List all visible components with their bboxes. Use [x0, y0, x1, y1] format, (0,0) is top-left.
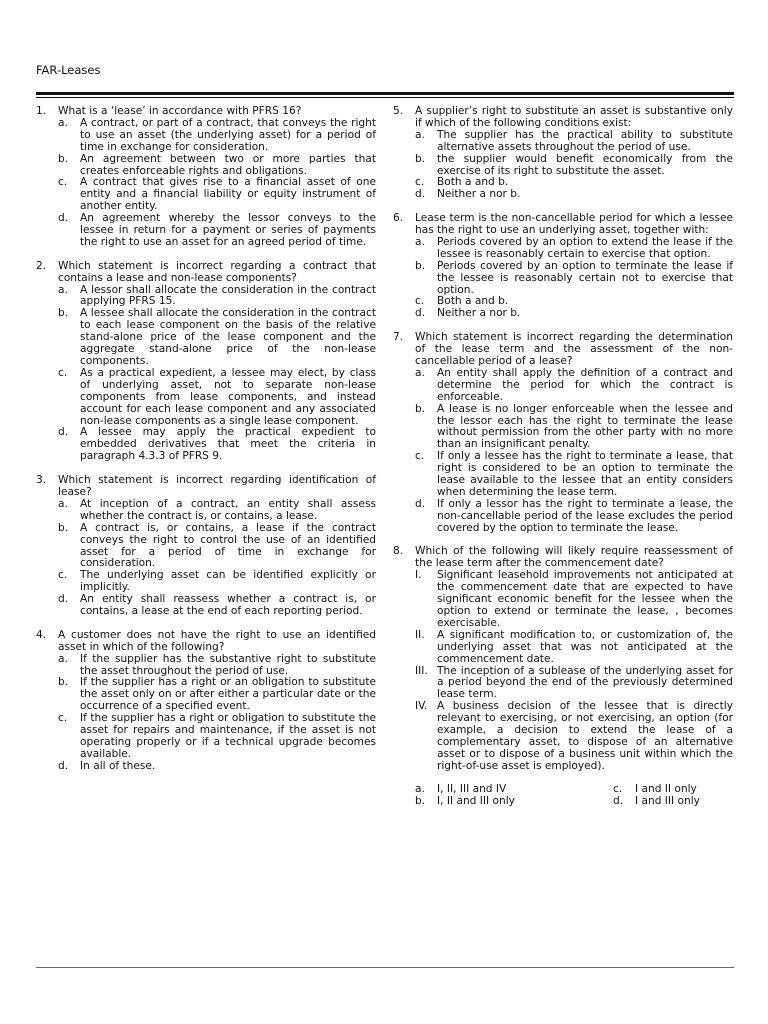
option-b [415, 404, 733, 452]
option-label: d. [415, 188, 426, 201]
answer-label-c: c. [613, 782, 623, 795]
option-c [58, 570, 376, 594]
option-label: a. [58, 652, 68, 665]
question-7 [393, 332, 733, 534]
option-text: If the supplier has a right or an obligation to substitute the asset only on or after either a particular date or the occurrence of a specified event. [80, 676, 376, 713]
question-2 [36, 261, 376, 463]
option-label: d. [58, 759, 69, 772]
option-text: A contract that gives rise to a financial asset of one entity and a financial liability or equity instrument of another entity. [80, 176, 376, 213]
option-d [58, 594, 376, 618]
question-number: 3. [36, 474, 47, 487]
option-label: c. [58, 569, 68, 582]
question-5 [393, 106, 733, 201]
option-a [58, 654, 376, 678]
answer-text-d: I and III only [635, 794, 700, 807]
answer-text-b: I, II and III only [437, 794, 515, 807]
option-b [58, 154, 376, 178]
option-text: A contract, or part of a contract, that conveys the right to use an asset (the underlying asset) for a period of time in exchange for consideration. [80, 116, 376, 153]
option-label: b. [415, 152, 426, 165]
option-text: As a practical expedient, a lessee may elect, by class of underlying asset, not to separate non-lease components from lease components, and instead account for each lease component and any associated non-lease components as a single lease component. [80, 366, 376, 427]
statement-iv [415, 701, 733, 772]
option-text: If only a lessor has the right to terminate a lease, the non-cancellable period of the lease excludes the period covered by the option to terminate the lease. [437, 497, 733, 534]
option-c [58, 713, 376, 761]
option-text: An entity shall apply the definition of a contract and determine the period for which the contract is enforceable. [437, 366, 733, 403]
question-number: 5. [393, 105, 404, 117]
option-label: c. [58, 366, 68, 379]
question-6 [393, 213, 733, 320]
option-text: A lease is no longer enforceable when the lessee and the lessor each has the right to terminate the lease without permission from the other party with no more than an insignificant penalty. [437, 402, 733, 451]
option-label: a. [415, 366, 425, 379]
statement-label: IV. [415, 700, 428, 713]
question-stem: Which of the following will likely require reassessment of the lease term after the commencement date? [415, 545, 733, 570]
option-label: c. [58, 712, 68, 725]
option-b [58, 677, 376, 713]
option-text: The underlying asset can be identified explicitly or implicitly. [80, 569, 376, 594]
question-stem: Which statement is incorrect regarding a contract that contains a lease and non-lease components? [58, 259, 376, 284]
option-label: d. [58, 593, 69, 606]
option-d [415, 308, 733, 320]
option-label: c. [415, 450, 425, 463]
option-label: c. [415, 295, 425, 308]
statement-text: A business decision of the lessee that is directly relevant to exercising, or not exercising, an option (for example, a decision to extend the lease of a complementary asset, to dispose of an alternative asset or to dispose of a business unit within which the right-of-use asset is employed). [437, 700, 733, 772]
option-a [415, 368, 733, 404]
option-label: a. [415, 235, 425, 248]
option-text: The supplier has the practical ability to substitute alternative assets throughout the period of use. [437, 128, 733, 153]
option-label: a. [58, 283, 68, 296]
question-number: 2. [36, 259, 47, 272]
option-text: A lessee shall allocate the consideration in the contract to each lease component on the basis of the relative stand-alone price of the lease component and the aggregate stand-alone price of the non-lease components. [80, 307, 376, 368]
option-text: An entity shall reassess whether a contract is, or contains, a lease at the end of each reporting period. [80, 593, 376, 618]
question-number: 6. [393, 212, 404, 225]
option-text: Both a and b. [437, 295, 509, 308]
answer-choices [415, 784, 733, 808]
option-b [415, 261, 733, 297]
option-text: Periods covered by an option to extend the lease if the lessee is reasonably certain to exercise that option. [437, 235, 733, 260]
option-label: b. [58, 152, 69, 165]
option-text: Periods covered by an option to terminate the lease if the lessee is reasonably certain not to exercise that option. [437, 259, 733, 296]
option-a [415, 130, 733, 154]
option-c [58, 177, 376, 213]
option-label: a. [58, 116, 68, 129]
option-text: If the supplier has a right or obligation to substitute the asset for repairs and maintenance, if the asset is not operating properly or if a technical upgrade becomes available. [80, 712, 376, 760]
answer-label-b: b. [415, 794, 426, 807]
question-number: 1. [36, 105, 47, 117]
statement-label: II. [415, 628, 425, 641]
option-label: c. [58, 176, 68, 189]
statement-label: III. [415, 664, 428, 677]
option-b [58, 308, 376, 368]
option-text: If the supplier has the substantive right to substitute the asset throughout the period of use. [80, 652, 376, 677]
statement-label: I. [415, 569, 422, 582]
question-3 [36, 475, 376, 618]
option-label: c. [415, 176, 425, 189]
question-stem: Which statement is incorrect regarding identification of lease? [58, 474, 376, 498]
question-stem: Lease term is the non-cancellable period for which a lessee has the right to use an underlying asset, together with: [415, 212, 733, 237]
option-text: In all of these. [80, 759, 156, 772]
statement-text: Significant leasehold improvements not anticipated at the commencement date that are expected to have significant economic benefit for the lessee when the option to extend or terminate the lease, , becomes exercisable. [437, 569, 733, 629]
answer-label-a: a. [415, 782, 425, 795]
option-label: d. [415, 497, 426, 510]
option-label: d. [58, 212, 69, 225]
option-c [415, 451, 733, 499]
statement-i [415, 570, 733, 630]
option-text: A lessee may apply the practical expedient to embedded derivatives that meet the criteria in paragraph 4.3.3 of PFRS 9. [80, 426, 376, 463]
question-8 [393, 546, 733, 807]
statement-ii [415, 630, 733, 666]
option-c [58, 368, 376, 428]
answer-text-a: I, II, III and IV [437, 782, 507, 795]
option-label: b. [58, 676, 69, 689]
option-b [58, 523, 376, 571]
question-stem: A supplier’s right to substitute an asset is substantive only if which of the following conditions exist: [415, 105, 733, 129]
question-number: 7. [393, 331, 404, 344]
option-d [415, 499, 733, 535]
option-label: d. [415, 307, 426, 320]
option-label: b. [58, 521, 69, 534]
option-text: At inception of a contract, an entity shall assess whether the contract is, or contains, a lease. [80, 497, 376, 522]
document-header-title: FAR-Leases [36, 63, 101, 77]
question-1 [36, 106, 376, 249]
statement-text: A significant modification to, or customization of, the underlying asset that was not anticipated at the commencement date. [437, 628, 733, 665]
option-label: a. [58, 497, 68, 510]
option-text: Neither a nor b. [437, 188, 521, 201]
answer-label-d: d. [613, 794, 624, 807]
option-a [58, 499, 376, 523]
option-label: b. [415, 259, 426, 272]
option-d [58, 427, 376, 463]
option-text: If only a lessee has the right to terminate a lease, that right is considered to be an option to terminate the lease available to the lessee that an entity considers when determining the lease term. [437, 450, 733, 498]
question-number: 4. [36, 628, 47, 641]
option-text: Neither a nor b. [437, 307, 521, 320]
right-column [393, 106, 733, 819]
option-text: A lessor shall allocate the consideration in the contract applying PFRS 15. [80, 283, 376, 308]
header-rule-thin [36, 97, 734, 98]
option-text: Both a and b. [437, 176, 509, 189]
option-label: b. [58, 307, 69, 320]
statement-text: The inception of a sublease of the underlying asset for a period beyond the end of the previously determined lease term. [437, 664, 733, 701]
option-d [58, 213, 376, 249]
option-text: the supplier would benefit economically from the exercise of its right to substitute the asset. [437, 152, 733, 177]
option-a [58, 285, 376, 309]
option-a [58, 118, 376, 154]
option-text: An agreement between two or more parties that creates enforceable rights and obligations. [80, 152, 376, 177]
option-label: b. [415, 402, 426, 415]
option-label: a. [415, 128, 425, 141]
question-stem: Which statement is incorrect regarding the determination of the lease term and the assessment of the non-cancellable period of a lease? [415, 331, 733, 367]
option-text: A contract is, or contains, a lease if the contract conveys the right to control the use of an identified asset for a period of time in exchange for consideration. [80, 521, 376, 570]
option-text: An agreement whereby the lessor conveys to the lessee in return for a payment or series of payments the right to use an asset for an agreed period of time. [80, 212, 376, 248]
option-a [415, 237, 733, 261]
question-4 [36, 630, 376, 773]
footer-rule [36, 967, 734, 968]
question-number: 8. [393, 545, 404, 558]
statement-iii [415, 666, 733, 702]
option-d [58, 761, 376, 773]
answer-text-c: I and II only [635, 782, 697, 795]
question-stem: What is a ‘lease’ in accordance with PFRS 16? [58, 105, 302, 117]
left-column [36, 106, 376, 785]
option-d [415, 189, 733, 201]
header-rule-thick [36, 92, 734, 95]
option-b [415, 154, 733, 178]
question-stem: A customer does not have the right to use an identified asset in which of the following? [58, 628, 376, 653]
option-label: d. [58, 426, 69, 439]
